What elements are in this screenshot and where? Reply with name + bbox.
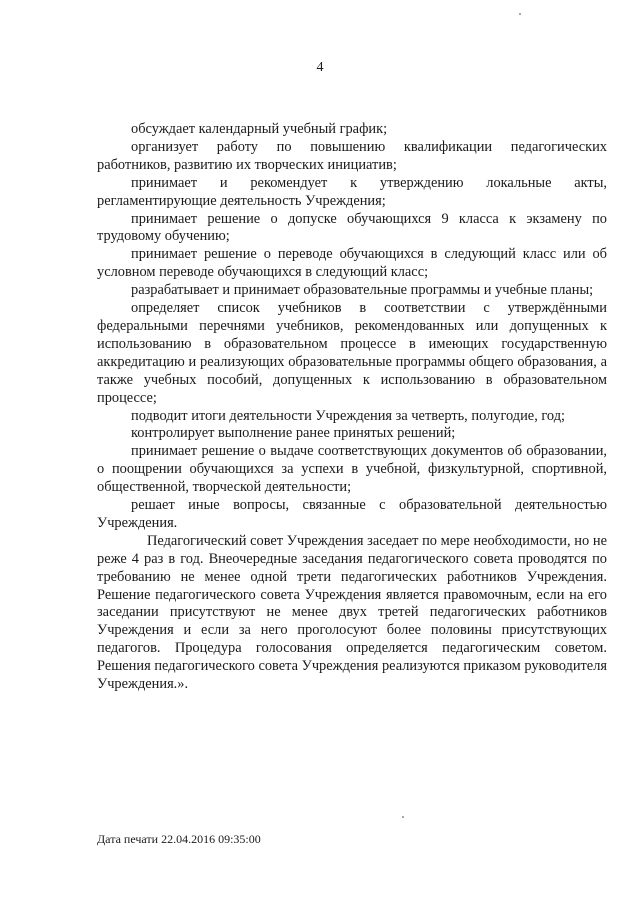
paragraph: контролирует выполнение ранее принятых решений; — [131, 425, 456, 442]
paragraph: подводит итоги деятельности Учреждения за четверть, полугодие, год; — [131, 407, 566, 424]
document-body — [97, 121, 607, 694]
scan-speck — [519, 13, 521, 15]
paragraph: принимает решение о допуске обучающихся 9 класса к экзамену по трудовому обучению; — [97, 210, 607, 245]
paragraph: Педагогический совет Учреждения заседает по мере необходимости, но не реже 4 раз в год. Внеочередные заседания педагогического совета проводятся по требованию не менее одной трети педагогических работников Учреждения. Решение педагогического совета Учреждения является правомочным, если на его заседании присутствуют не менее двух третей педагогических работников Учреждения и если за него проголосуют более половины присутствующих педагогов. Процедура голосования определяется педагогическим советом. Решения педагогического совета Учреждения реализуются приказом руководителя Учреждения.». — [97, 532, 607, 693]
paragraph: решает иные вопросы, связанные с образовательной деятельностью Учреждения. — [97, 497, 607, 531]
paragraph: разрабатывает и принимает образовательные программы и учебные планы; — [131, 282, 594, 299]
paragraph: принимает и рекомендует к утверждению локальные акты, регламентирующие деятельность Учреждения; — [97, 174, 607, 209]
paragraph: обсуждает календарный учебный график; — [131, 121, 388, 137]
print-date-footer: Дата печати 22.04.2016 09:35:00 — [97, 832, 261, 846]
paragraph: определяет список учебников в соответствии с утверждёнными федеральными перечнями учебников, рекомендованных или допущенных к использованию в образовательном процессе в имеющих государственную аккредитацию и реализующих образовательные программы общего образования, а также учебных пособий, допущенных к использованию в образовательном процессе; — [97, 300, 607, 406]
paragraph: организует работу по повышению квалификации педагогических работников, развитию их творческих инициатив; — [97, 138, 607, 173]
paragraph: принимает решение о переводе обучающихся в следующий класс или об условном переводе обучающихся в следующий класс; — [97, 246, 607, 281]
paragraph: принимает решение о выдаче соответствующих документов об образовании, о поощрении обучающихся за успехи в учебной, физкультурной, спортивной, общественной, творческой деятельности; — [97, 443, 607, 496]
scan-speck — [402, 816, 404, 818]
page-number: 4 — [316, 60, 324, 75]
